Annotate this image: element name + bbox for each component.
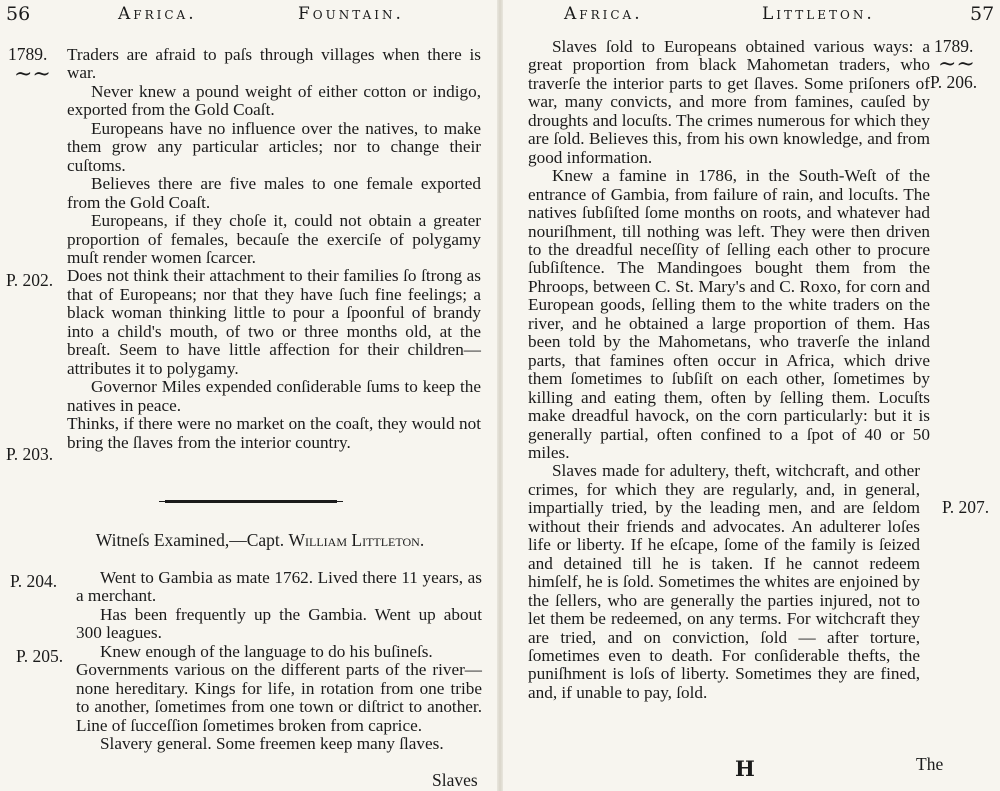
margin-ref: P. 207. bbox=[942, 497, 990, 517]
paragraph: Slaves made for adultery, theft, witchcraft, and other crimes, for which they are regularly, and, in general, impartially tried, by the leading men, and are ſeldom without their friends and advocates. An adulterer loſes life or liberty. If he eſcape, ſome of the family is ſeized and detained till he is taken. If he cannot redeem himſelf, he is ſold. Sometimes the whites are enjoined by the ſellers, who are generally the parties injured, not to let them be redeemed, on any terms. For witchcraft they are tried, and on conviction, ſold — after torture, ſometimes even to death. For conſiderable thefts, the puniſhment is loſs of liberty. Sometimes they are fined, and, if unable to pay, ſold. bbox=[528, 461, 920, 702]
margin-ref: P. 206. bbox=[930, 72, 978, 92]
margin-ref: P. 204. bbox=[10, 571, 58, 591]
paragraph: Knew a famine in 1786, in the South-Weſt of the entrance of Gambia, from failure of rain, and locuſts. The natives ſubſiſted ſome months on roots, and whatever had nouriſhment, till nothing was left. They were then driven to the dreadful neceſſity of ſelling each other to procure ſubſiſtence. The Mandingoes bought them from the Phroops, between C. St. Mary's and C. Roxo, for corn and European goods, ſelling them to the white traders on the river, and he obtained a large proportion of them. Has been told by the Mahometans, who traverſe the inland parts, that famines often occur in Africa, which drive them ſometimes to ſubſiſt on each other, ſometimes by killing and eating them, often by ſelling them. Locuſts make dreadful havock, on the corn particularly: but it is generally partial, often confined to a ſpot of 40 or 50 miles. bbox=[528, 166, 930, 462]
page-number: 56 bbox=[6, 3, 31, 25]
margin-ref: P. 202. bbox=[6, 270, 54, 290]
paragraph: Governor Miles expended conſiderable ſums to keep the natives in peace. bbox=[67, 377, 481, 415]
catchword: The bbox=[916, 754, 944, 774]
text-block-2 bbox=[76, 569, 482, 754]
running-head-title: Littleton. bbox=[762, 4, 875, 24]
margin-year-flourish: ~~ bbox=[938, 52, 975, 77]
paragraph: Slaves ſold to Europeans obtained various ways: a great proportion from black Mahometan traders, who traverſe the interior parts to get ſlaves. Some priſoners of war, many convicts, and more from famines, cauſed by droughts and locuſts. The crimes numerous for which they are ſold. Believes this, from his own knowledge, and from good information. bbox=[528, 37, 930, 167]
paragraph: Slavery general. Some freemen keep many ſlaves. bbox=[100, 734, 444, 754]
witness-prefix: Witneſs Examined,—Capt. bbox=[95, 530, 285, 550]
text-block bbox=[528, 38, 930, 702]
paragraph: Never knew a pound weight of either cotton or indigo, exported from the Gold Coaſt. bbox=[67, 81, 481, 120]
running-head-left: Africa. bbox=[564, 4, 643, 24]
section-rule bbox=[165, 500, 337, 503]
margin-year: 1789. bbox=[8, 44, 48, 64]
catchword: Slaves bbox=[432, 770, 478, 790]
signature-mark: H bbox=[735, 756, 755, 781]
paragraph: Europeans, if they choſe it, could not obtain a greater proportion of females, becauſe the exerciſe of polygamy muſt render women ſcarcer. bbox=[67, 211, 481, 267]
paragraph: Went to Gambia as mate 1762. Lived there 11 years, as a merchant. bbox=[76, 568, 482, 606]
paragraph: Does not think their attachment to their families ſo ſtrong as that of Europeans; nor that they have ſuch fine feelings; a black woman thinking little to pour a ſpoonful of brandy into a child's mouth, of two or three months old, at the breaſt. Seem to have little affection for their children—attributes it to polygamy. bbox=[67, 266, 481, 378]
paragraph: Believes there are five males to one female exported from the Gold Coaſt. bbox=[67, 174, 481, 212]
margin-year: 1789. bbox=[934, 36, 974, 56]
running-head-left: Africa. bbox=[118, 4, 197, 24]
paragraph: Traders are afraid to paſs through villages when there is war. bbox=[67, 45, 481, 83]
right-page bbox=[500, 0, 1000, 791]
margin-ref: P. 205. bbox=[16, 646, 64, 666]
paragraph: Knew enough of the language to do his buſineſs. bbox=[100, 641, 433, 661]
margin-year-flourish: ~~ bbox=[14, 62, 51, 87]
witness-name: William Littleton. bbox=[288, 530, 425, 550]
page-number: 57 bbox=[970, 3, 995, 25]
margin-ref: P. 203. bbox=[6, 444, 54, 464]
text-block bbox=[67, 46, 481, 452]
running-head-title: Fountain. bbox=[298, 4, 404, 24]
witness-heading bbox=[40, 530, 480, 551]
paragraph: Thinks, if there were no market on the coaſt, they would not bring the ſlaves from the interior country. bbox=[67, 414, 481, 452]
paragraph: Governments various on the different parts of the river—none hereditary. Kings for life, in rotation from one tribe to another, ſometimes from one town or diſtrict to another. Line of ſucceſſion ſometimes broken from caprice. bbox=[76, 660, 482, 735]
paragraph: Europeans have no influence over the natives, to make them grow any particular articles; nor to change their cuſtoms. bbox=[67, 118, 481, 175]
paragraph: Has been frequently up the Gambia. Went up about 300 leagues. bbox=[76, 604, 482, 643]
